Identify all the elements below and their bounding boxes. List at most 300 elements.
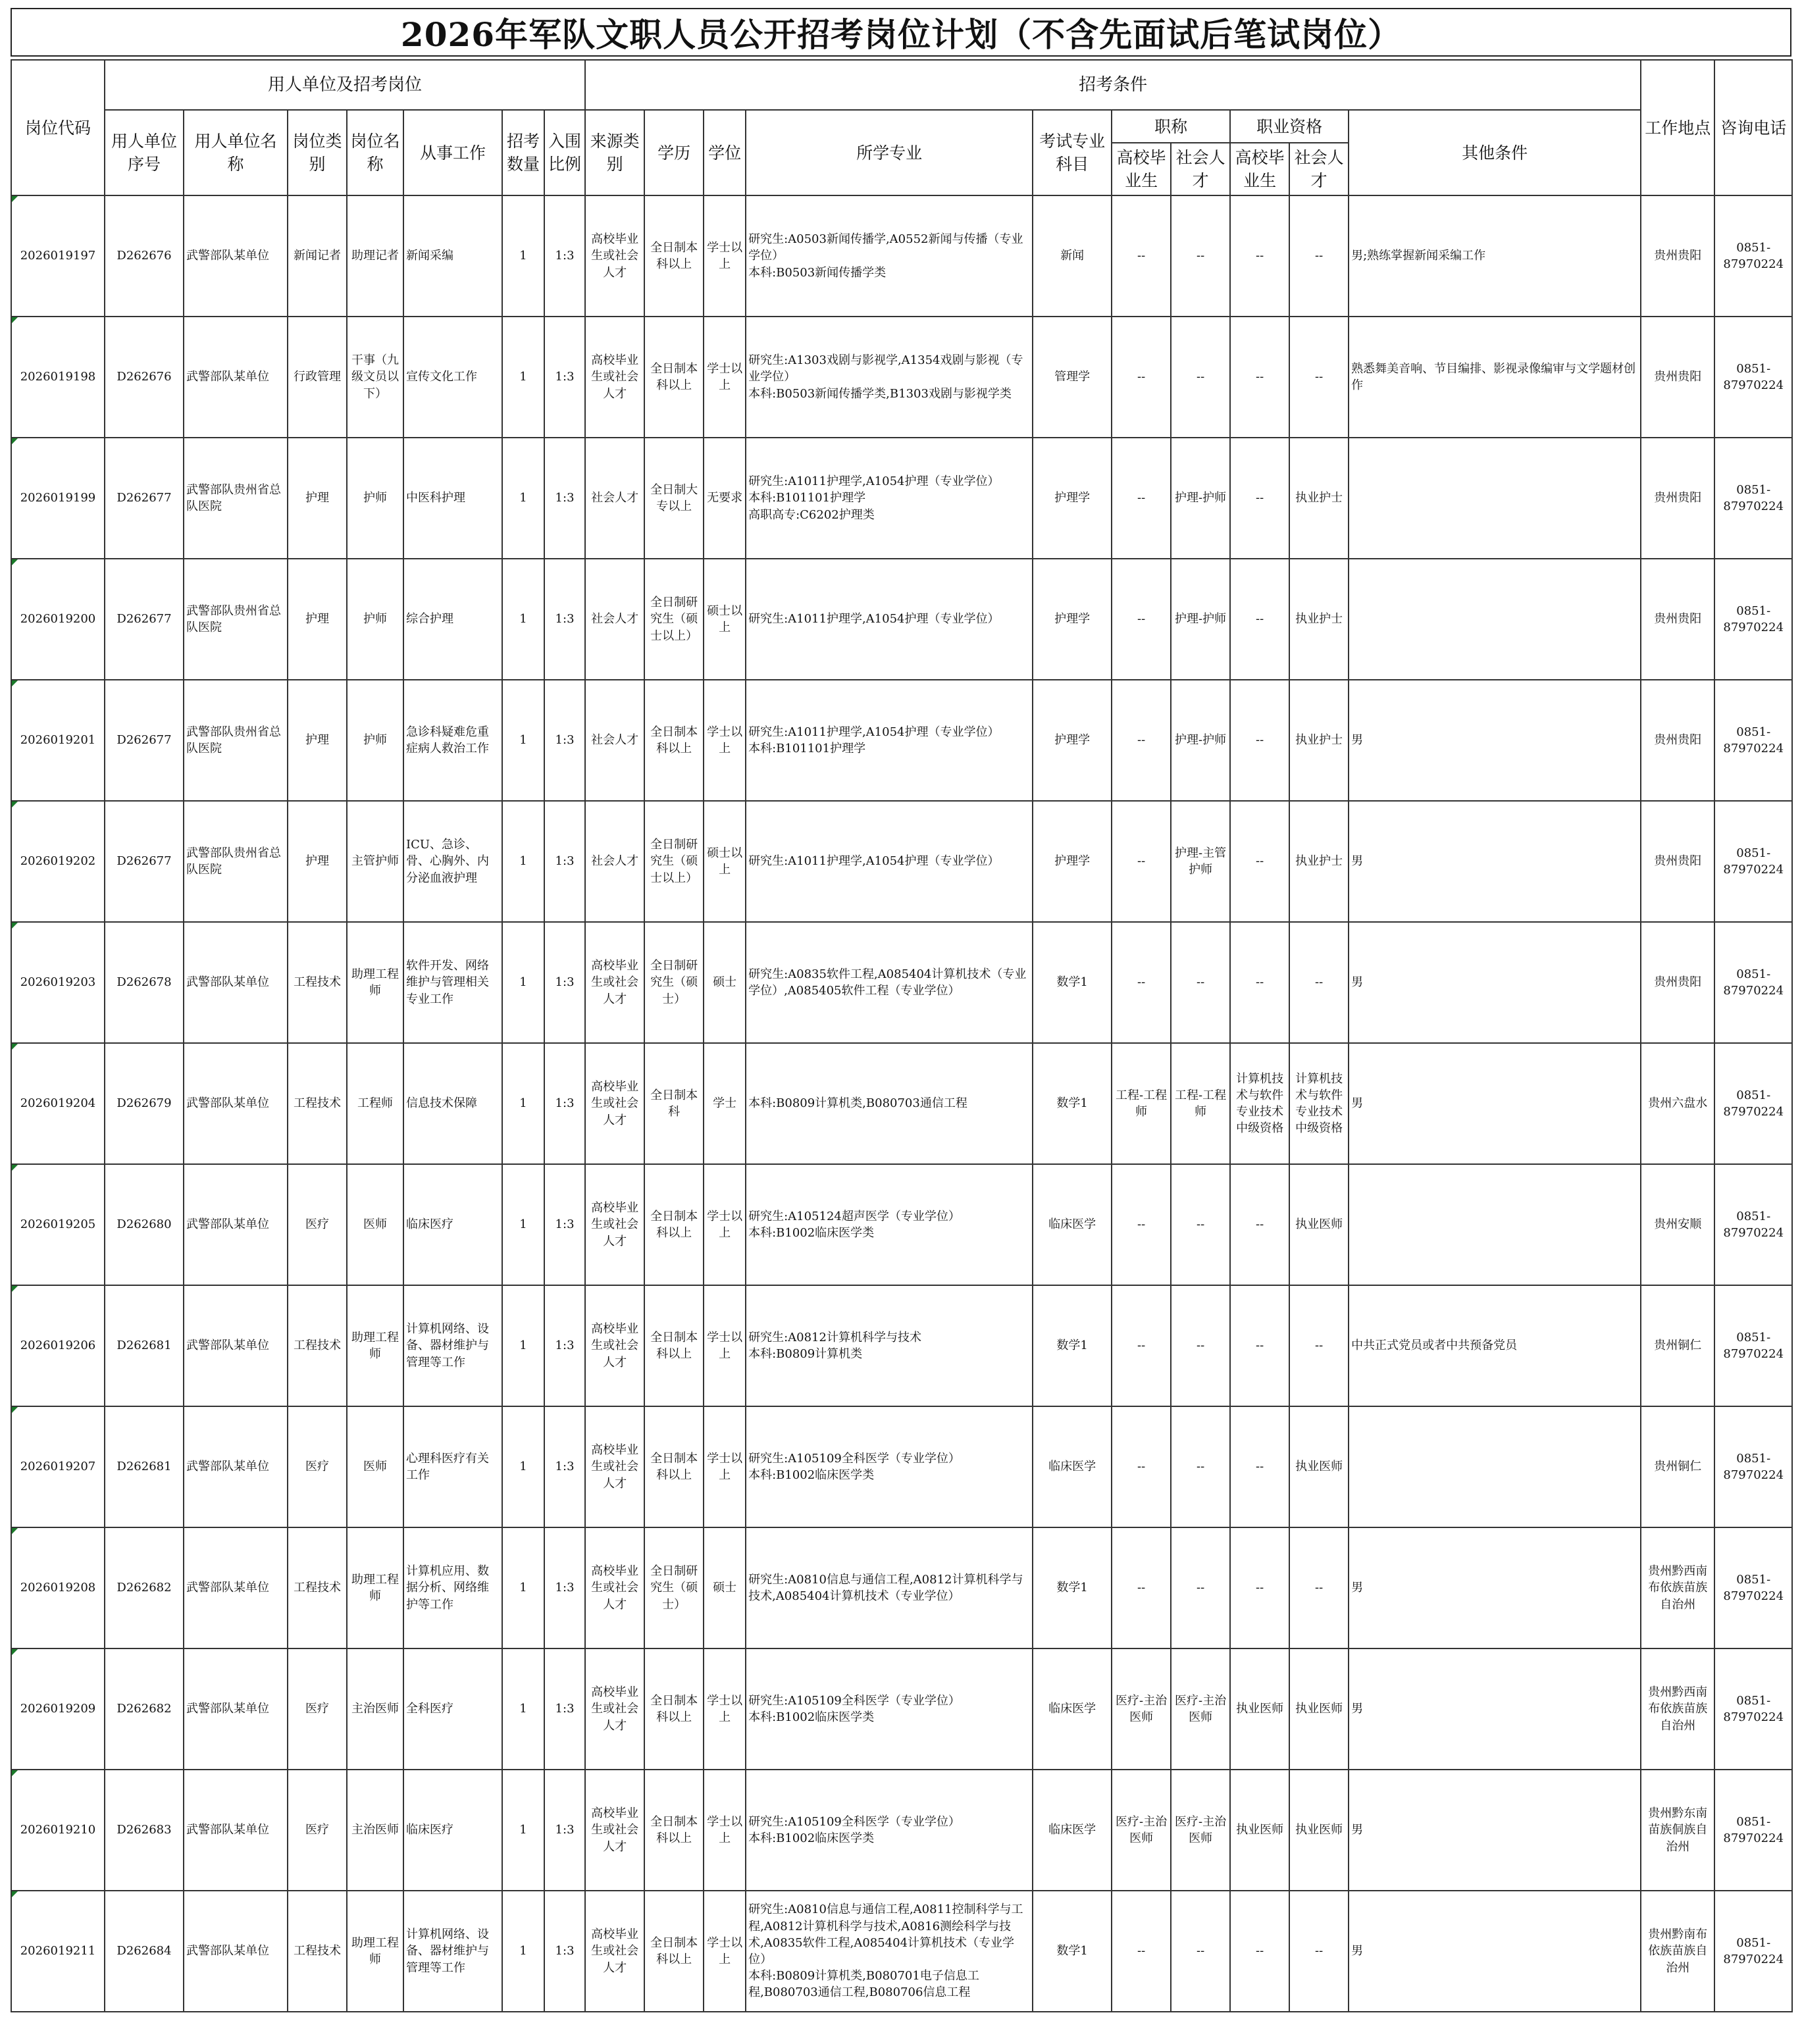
cell-work: 临床医疗: [403, 1770, 502, 1891]
cell-edu: 全日制研究生（硕士）: [644, 922, 704, 1043]
cell-unit-no: D262677: [105, 438, 184, 559]
cell-qual-social: --: [1289, 1891, 1349, 2012]
cell-qual-social: 执业护士: [1289, 559, 1349, 680]
cell-unit-no: D262677: [105, 801, 184, 922]
cell-qual-social: 执业护士: [1289, 801, 1349, 922]
cell-degree: 学士以上: [704, 1406, 746, 1527]
cell-count: 1: [502, 195, 544, 317]
cell-unit-name: 武警部队某单位: [184, 1770, 288, 1891]
cell-post-type: 工程技术: [288, 1891, 347, 2012]
cell-exam: 管理学: [1033, 317, 1112, 438]
cell-unit-name: 武警部队贵州省总队医院: [184, 680, 288, 801]
cell-title-social: 医疗-主治医师: [1171, 1770, 1230, 1891]
cell-other: 熟悉舞美音响、节目编排、影视录像编审与文学题材创作: [1349, 317, 1641, 438]
cell-qual-social: 执业医师: [1289, 1770, 1349, 1891]
cell-location: 贵州铜仁: [1641, 1406, 1714, 1527]
cell-code: 2026019208: [11, 1527, 105, 1648]
header-major: 所学专业: [746, 110, 1033, 195]
cell-edu: 全日制本科以上: [644, 1648, 704, 1770]
cell-exam: 护理学: [1033, 680, 1112, 801]
cell-unit-no: D262677: [105, 680, 184, 801]
cell-post-name: 护师: [347, 559, 403, 680]
cell-title-grad: --: [1112, 559, 1171, 680]
cell-title-social: 护理-护师: [1171, 438, 1230, 559]
cell-source: 社会人才: [585, 680, 644, 801]
cell-source: 社会人才: [585, 801, 644, 922]
cell-edu: 全日制本科以上: [644, 317, 704, 438]
cell-unit-no: D262683: [105, 1770, 184, 1891]
cell-ratio: 1:3: [544, 922, 585, 1043]
cell-count: 1: [502, 801, 544, 922]
cell-post-type: 工程技术: [288, 1527, 347, 1648]
cell-qual-social: 执业护士: [1289, 438, 1349, 559]
table-row: [11, 1164, 1792, 1285]
cell-title-social: 工程-工程师: [1171, 1043, 1230, 1164]
cell-major: 研究生:A1011护理学,A1054护理（专业学位） 本科:B101101护理学: [746, 680, 1033, 801]
cell-location: 贵州黔东南苗族侗族自治州: [1641, 1770, 1714, 1891]
table-row: [11, 1406, 1792, 1527]
header-exam: 考试专业科目: [1033, 110, 1112, 195]
cell-ratio: 1:3: [544, 1648, 585, 1770]
cell-post-type: 医疗: [288, 1406, 347, 1527]
cell-degree: 学士以上: [704, 1891, 746, 2012]
cell-code: 2026019210: [11, 1770, 105, 1891]
cell-post-type: 新闻记者: [288, 195, 347, 317]
cell-qual-social: --: [1289, 317, 1349, 438]
header-edu: 学历: [644, 110, 704, 195]
cell-edu: 全日制本科以上: [644, 1406, 704, 1527]
cell-other: 男: [1349, 1648, 1641, 1770]
header-qual-social: 社会人才: [1289, 143, 1349, 195]
header-unit-name: 用人单位名 称: [184, 110, 288, 195]
cell-degree: 学士以上: [704, 1285, 746, 1406]
cell-ratio: 1:3: [544, 1770, 585, 1891]
cell-qual-grad: --: [1230, 195, 1289, 317]
cell-source: 高校毕业生或社会人才: [585, 195, 644, 317]
header-group-conditions: 招考条件: [585, 60, 1641, 110]
cell-ratio: 1:3: [544, 438, 585, 559]
table-row: [11, 438, 1792, 559]
cell-work: 急诊科疑难危重症病人救治工作: [403, 680, 502, 801]
cell-post-type: 护理: [288, 680, 347, 801]
cell-location: 贵州六盘水: [1641, 1043, 1714, 1164]
cell-other: [1349, 559, 1641, 680]
cell-major: 研究生:A105124超声医学（专业学位） 本科:B1002临床医学类: [746, 1164, 1033, 1285]
cell-post-name: 助理工程师: [347, 922, 403, 1043]
cell-phone: 0851-87970224: [1714, 1285, 1792, 1406]
cell-post-type: 医疗: [288, 1770, 347, 1891]
cell-code: 2026019206: [11, 1285, 105, 1406]
cell-major: 研究生:A0810信息与通信工程,A0811控制科学与工程,A0812计算机科学与技术,A0816测绘科学与技术,A0835软件工程,A085404计算机技术（专业学位） 本科:B0809计算机类,B080701电子信息工程,B080703通信工程,B080706信息工程: [746, 1891, 1033, 2012]
cell-count: 1: [502, 1043, 544, 1164]
cell-unit-no: D262679: [105, 1043, 184, 1164]
cell-post-type: 工程技术: [288, 1285, 347, 1406]
cell-post-type: 护理: [288, 559, 347, 680]
cell-major: 研究生:A105109全科医学（专业学位） 本科:B1002临床医学类: [746, 1406, 1033, 1527]
cell-post-type: 医疗: [288, 1164, 347, 1285]
cell-count: 1: [502, 559, 544, 680]
cell-code: 2026019205: [11, 1164, 105, 1285]
cell-title-grad: --: [1112, 1527, 1171, 1648]
header-source: 来源类别: [585, 110, 644, 195]
cell-exam: 数学1: [1033, 1285, 1112, 1406]
cell-source: 社会人才: [585, 438, 644, 559]
cell-qual-grad: --: [1230, 317, 1289, 438]
cell-qual-social: --: [1289, 1527, 1349, 1648]
cell-exam: 临床医学: [1033, 1406, 1112, 1527]
cell-location: 贵州黔西南布依族苗族自治州: [1641, 1648, 1714, 1770]
cell-unit-name: 武警部队贵州省总队医院: [184, 801, 288, 922]
table-row: [11, 317, 1792, 438]
cell-exam: 临床医学: [1033, 1770, 1112, 1891]
cell-count: 1: [502, 680, 544, 801]
cell-code: 2026019207: [11, 1406, 105, 1527]
cell-qual-social: 执业护士: [1289, 680, 1349, 801]
header-title-group: 职称: [1112, 110, 1230, 143]
cell-title-grad: --: [1112, 1285, 1171, 1406]
cell-phone: 0851-87970224: [1714, 1770, 1792, 1891]
cell-title-grad: --: [1112, 801, 1171, 922]
page-title: 2026年军队文职人员公开招考岗位计划（不含先面试后笔试岗位）: [11, 8, 1791, 57]
cell-title-social: --: [1171, 1164, 1230, 1285]
cell-degree: 学士以上: [704, 1648, 746, 1770]
cell-count: 1: [502, 1285, 544, 1406]
cell-major: 研究生:A0835软件工程,A085404计算机技术（专业学位）,A085405软件工程（专业学位）: [746, 922, 1033, 1043]
header-group-unit: 用人单位及招考岗位: [105, 60, 585, 110]
cell-unit-name: 武警部队某单位: [184, 1406, 288, 1527]
cell-qual-grad: --: [1230, 559, 1289, 680]
cell-title-social: --: [1171, 1891, 1230, 2012]
cell-phone: 0851-87970224: [1714, 922, 1792, 1043]
cell-major: 研究生:A1303戏剧与影视学,A1354戏剧与影视（专业学位） 本科:B0503新闻传播学类,B1303戏剧与影视学类: [746, 317, 1033, 438]
cell-source: 高校毕业生或社会人才: [585, 317, 644, 438]
cell-source: 高校毕业生或社会人才: [585, 1043, 644, 1164]
cell-edu: 全日制本科以上: [644, 195, 704, 317]
cell-major: 研究生:A0812计算机科学与技术 本科:B0809计算机类: [746, 1285, 1033, 1406]
cell-count: 1: [502, 1891, 544, 2012]
cell-other: 男: [1349, 922, 1641, 1043]
cell-post-type: 护理: [288, 801, 347, 922]
cell-exam: 新闻: [1033, 195, 1112, 317]
cell-other: 男;熟练掌握新闻采编工作: [1349, 195, 1641, 317]
cell-post-name: 主管护师: [347, 801, 403, 922]
cell-unit-name: 武警部队某单位: [184, 1043, 288, 1164]
cell-ratio: 1:3: [544, 801, 585, 922]
cell-ratio: 1:3: [544, 1164, 585, 1285]
cell-location: 贵州贵阳: [1641, 438, 1714, 559]
cell-degree: 硕士以上: [704, 559, 746, 680]
cell-location: 贵州安顺: [1641, 1164, 1714, 1285]
cell-other: 男: [1349, 680, 1641, 801]
cell-location: 贵州贵阳: [1641, 922, 1714, 1043]
cell-work: 软件开发、网络维护与管理相关专业工作: [403, 922, 502, 1043]
cell-degree: 学士: [704, 1043, 746, 1164]
cell-major: 研究生:A1011护理学,A1054护理（专业学位）: [746, 801, 1033, 922]
header-work: 从事工作: [403, 110, 502, 195]
cell-location: 贵州贵阳: [1641, 559, 1714, 680]
cell-qual-grad: --: [1230, 1527, 1289, 1648]
cell-unit-no: D262678: [105, 922, 184, 1043]
cell-qual-social: 计算机技术与软件专业技术中级资格: [1289, 1043, 1349, 1164]
cell-title-social: 护理-护师: [1171, 680, 1230, 801]
cell-source: 高校毕业生或社会人才: [585, 1527, 644, 1648]
cell-title-grad: --: [1112, 922, 1171, 1043]
cell-qual-social: --: [1289, 195, 1349, 317]
cell-phone: 0851-87970224: [1714, 438, 1792, 559]
cell-edu: 全日制本科以上: [644, 680, 704, 801]
cell-post-name: 干事（九级文员以下）: [347, 317, 403, 438]
cell-other: 男: [1349, 801, 1641, 922]
cell-qual-social: 执业医师: [1289, 1648, 1349, 1770]
header-title-grad: 高校毕业生: [1112, 143, 1171, 195]
header-other: 其他条件: [1349, 110, 1641, 195]
cell-qual-grad: --: [1230, 801, 1289, 922]
cell-post-name: 助理记者: [347, 195, 403, 317]
cell-other: 男: [1349, 1043, 1641, 1164]
cell-edu: 全日制本科以上: [644, 1285, 704, 1406]
header-unit-no: 用人单位序号: [105, 110, 184, 195]
cell-unit-no: D262676: [105, 317, 184, 438]
cell-unit-name: 武警部队某单位: [184, 195, 288, 317]
cell-unit-name: 武警部队某单位: [184, 1891, 288, 2012]
cell-degree: 学士以上: [704, 1164, 746, 1285]
header-qual-group: 职业资格: [1230, 110, 1349, 143]
cell-edu: 全日制本科以上: [644, 1164, 704, 1285]
table-row: [11, 1648, 1792, 1770]
cell-code: 2026019198: [11, 317, 105, 438]
cell-post-name: 助理工程师: [347, 1527, 403, 1648]
cell-work: ICU、急诊、骨、心胸外、内分泌血液护理: [403, 801, 502, 922]
cell-phone: 0851-87970224: [1714, 1164, 1792, 1285]
cell-unit-no: D262677: [105, 559, 184, 680]
cell-qual-grad: --: [1230, 1285, 1289, 1406]
cell-title-grad: --: [1112, 317, 1171, 438]
cell-phone: 0851-87970224: [1714, 1527, 1792, 1648]
cell-work: 新闻采编: [403, 195, 502, 317]
cell-post-name: 主治医师: [347, 1648, 403, 1770]
cell-qual-social: 执业医师: [1289, 1164, 1349, 1285]
cell-degree: 学士以上: [704, 1770, 746, 1891]
table-row: [11, 922, 1792, 1043]
cell-source: 高校毕业生或社会人才: [585, 1164, 644, 1285]
cell-qual-social: --: [1289, 922, 1349, 1043]
cell-unit-name: 武警部队某单位: [184, 922, 288, 1043]
header-post-type: 岗位类别: [288, 110, 347, 195]
cell-title-grad: 医疗-主治医师: [1112, 1770, 1171, 1891]
cell-other: 男: [1349, 1770, 1641, 1891]
cell-qual-grad: --: [1230, 680, 1289, 801]
cell-source: 高校毕业生或社会人才: [585, 1406, 644, 1527]
cell-degree: 学士以上: [704, 317, 746, 438]
cell-title-social: --: [1171, 195, 1230, 317]
cell-other: 男: [1349, 1527, 1641, 1648]
cell-work: 宣传文化工作: [403, 317, 502, 438]
table-row: [11, 559, 1792, 680]
cell-title-grad: 医疗-主治医师: [1112, 1648, 1171, 1770]
cell-post-name: 主治医师: [347, 1770, 403, 1891]
cell-qual-grad: --: [1230, 438, 1289, 559]
cell-source: 高校毕业生或社会人才: [585, 1285, 644, 1406]
cell-count: 1: [502, 438, 544, 559]
cell-qual-social: --: [1289, 1285, 1349, 1406]
cell-edu: 全日制研究生（硕士）: [644, 1527, 704, 1648]
header-location: 工作地点: [1641, 60, 1714, 195]
cell-work: 综合护理: [403, 559, 502, 680]
cell-unit-no: D262680: [105, 1164, 184, 1285]
table-row: [11, 680, 1792, 801]
cell-code: 2026019203: [11, 922, 105, 1043]
cell-degree: 硕士: [704, 1527, 746, 1648]
cell-major: 研究生:A1011护理学,A1054护理（专业学位） 本科:B101101护理学 高职高专:C6202护理类: [746, 438, 1033, 559]
cell-source: 高校毕业生或社会人才: [585, 922, 644, 1043]
cell-unit-no: D262676: [105, 195, 184, 317]
cell-phone: 0851-87970224: [1714, 559, 1792, 680]
cell-location: 贵州贵阳: [1641, 680, 1714, 801]
cell-phone: 0851-87970224: [1714, 801, 1792, 922]
cell-title-grad: --: [1112, 1406, 1171, 1527]
cell-exam: 数学1: [1033, 1527, 1112, 1648]
cell-degree: 硕士以上: [704, 801, 746, 922]
cell-work: 信息技术保障: [403, 1043, 502, 1164]
cell-phone: 0851-87970224: [1714, 1648, 1792, 1770]
cell-other: [1349, 1164, 1641, 1285]
cell-other: 男: [1349, 1891, 1641, 2012]
cell-title-social: 护理-护师: [1171, 559, 1230, 680]
cell-unit-no: D262684: [105, 1891, 184, 2012]
cell-count: 1: [502, 1770, 544, 1891]
header-title-social: 社会人才: [1171, 143, 1230, 195]
cell-unit-no: D262681: [105, 1285, 184, 1406]
cell-edu: 全日制大专以上: [644, 438, 704, 559]
cell-phone: 0851-87970224: [1714, 680, 1792, 801]
cell-title-grad: 工程-工程师: [1112, 1043, 1171, 1164]
cell-code: 2026019200: [11, 559, 105, 680]
cell-count: 1: [502, 1164, 544, 1285]
cell-edu: 全日制本科: [644, 1043, 704, 1164]
cell-exam: 数学1: [1033, 1891, 1112, 2012]
cell-code: 2026019199: [11, 438, 105, 559]
cell-major: 研究生:A105109全科医学（专业学位） 本科:B1002临床医学类: [746, 1770, 1033, 1891]
cell-title-social: --: [1171, 1406, 1230, 1527]
header-code: 岗位代码: [11, 60, 105, 195]
cell-source: 高校毕业生或社会人才: [585, 1891, 644, 2012]
cell-ratio: 1:3: [544, 559, 585, 680]
cell-degree: 硕士: [704, 922, 746, 1043]
cell-unit-no: D262682: [105, 1648, 184, 1770]
cell-work: 中医科护理: [403, 438, 502, 559]
header-qual-grad: 高校毕业生: [1230, 143, 1289, 195]
table-row: [11, 801, 1792, 922]
cell-qual-grad: 计算机技术与软件专业技术中级资格: [1230, 1043, 1289, 1164]
table-row: [11, 1285, 1792, 1406]
cell-exam: 数学1: [1033, 1043, 1112, 1164]
cell-post-type: 护理: [288, 438, 347, 559]
cell-unit-name: 武警部队某单位: [184, 317, 288, 438]
cell-major: 本科:B0809计算机类,B080703通信工程: [746, 1043, 1033, 1164]
header-post-name: 岗位名称: [347, 110, 403, 195]
cell-code: 2026019209: [11, 1648, 105, 1770]
cell-exam: 临床医学: [1033, 1648, 1112, 1770]
cell-ratio: 1:3: [544, 1285, 585, 1406]
cell-post-type: 行政管理: [288, 317, 347, 438]
cell-post-type: 工程技术: [288, 1043, 347, 1164]
cell-ratio: 1:3: [544, 195, 585, 317]
cell-title-grad: --: [1112, 438, 1171, 559]
cell-ratio: 1:3: [544, 1527, 585, 1648]
cell-exam: 临床医学: [1033, 1164, 1112, 1285]
cell-qual-grad: --: [1230, 1406, 1289, 1527]
header-degree: 学位: [704, 110, 746, 195]
cell-title-social: 医疗-主治医师: [1171, 1648, 1230, 1770]
cell-location: 贵州贵阳: [1641, 195, 1714, 317]
cell-edu: 全日制研究生（硕士以上）: [644, 559, 704, 680]
cell-phone: 0851-87970224: [1714, 195, 1792, 317]
cell-code: 2026019201: [11, 680, 105, 801]
cell-major: 研究生:A0810信息与通信工程,A0812计算机科学与技术,A085404计算机技术（专业学位）: [746, 1527, 1033, 1648]
cell-phone: 0851-87970224: [1714, 1043, 1792, 1164]
cell-count: 1: [502, 317, 544, 438]
cell-edu: 全日制研究生（硕士以上）: [644, 801, 704, 922]
cell-ratio: 1:3: [544, 317, 585, 438]
cell-source: 高校毕业生或社会人才: [585, 1770, 644, 1891]
cell-location: 贵州铜仁: [1641, 1285, 1714, 1406]
cell-unit-no: D262681: [105, 1406, 184, 1527]
cell-qual-grad: --: [1230, 922, 1289, 1043]
cell-title-social: 护理-主管护师: [1171, 801, 1230, 922]
cell-phone: 0851-87970224: [1714, 1406, 1792, 1527]
cell-title-social: --: [1171, 1285, 1230, 1406]
cell-post-name: 助理工程师: [347, 1891, 403, 2012]
cell-ratio: 1:3: [544, 1891, 585, 2012]
cell-work: 全科医疗: [403, 1648, 502, 1770]
cell-post-type: 工程技术: [288, 922, 347, 1043]
cell-code: 2026019202: [11, 801, 105, 922]
cell-ratio: 1:3: [544, 1406, 585, 1527]
cell-count: 1: [502, 1406, 544, 1527]
recruitment-table: [11, 59, 1793, 2012]
cell-exam: 护理学: [1033, 801, 1112, 922]
cell-unit-name: 武警部队某单位: [184, 1527, 288, 1648]
cell-location: 贵州黔南布依族苗族自治州: [1641, 1891, 1714, 2012]
cell-title-grad: --: [1112, 680, 1171, 801]
cell-other: [1349, 1406, 1641, 1527]
cell-post-type: 医疗: [288, 1648, 347, 1770]
cell-ratio: 1:3: [544, 680, 585, 801]
cell-other: [1349, 438, 1641, 559]
cell-phone: 0851-87970224: [1714, 317, 1792, 438]
cell-ratio: 1:3: [544, 1043, 585, 1164]
cell-post-name: 医师: [347, 1164, 403, 1285]
cell-work: 临床医疗: [403, 1164, 502, 1285]
cell-post-name: 医师: [347, 1406, 403, 1527]
cell-title-grad: --: [1112, 1891, 1171, 2012]
cell-unit-no: D262682: [105, 1527, 184, 1648]
cell-post-name: 护师: [347, 680, 403, 801]
table-row: [11, 195, 1792, 317]
table-row: [11, 1891, 1792, 2012]
cell-post-name: 护师: [347, 438, 403, 559]
cell-post-name: 助理工程师: [347, 1285, 403, 1406]
cell-major: 研究生:A0503新闻传播学,A0552新闻与传播（专业学位） 本科:B0503新闻传播学类: [746, 195, 1033, 317]
cell-unit-name: 武警部队某单位: [184, 1164, 288, 1285]
header-phone: 咨询电话: [1714, 60, 1792, 195]
cell-location: 贵州贵阳: [1641, 801, 1714, 922]
cell-title-social: --: [1171, 1527, 1230, 1648]
cell-unit-name: 武警部队贵州省总队医院: [184, 559, 288, 680]
cell-exam: 护理学: [1033, 559, 1112, 680]
cell-unit-name: 武警部队某单位: [184, 1285, 288, 1406]
cell-major: 研究生:A105109全科医学（专业学位） 本科:B1002临床医学类: [746, 1648, 1033, 1770]
